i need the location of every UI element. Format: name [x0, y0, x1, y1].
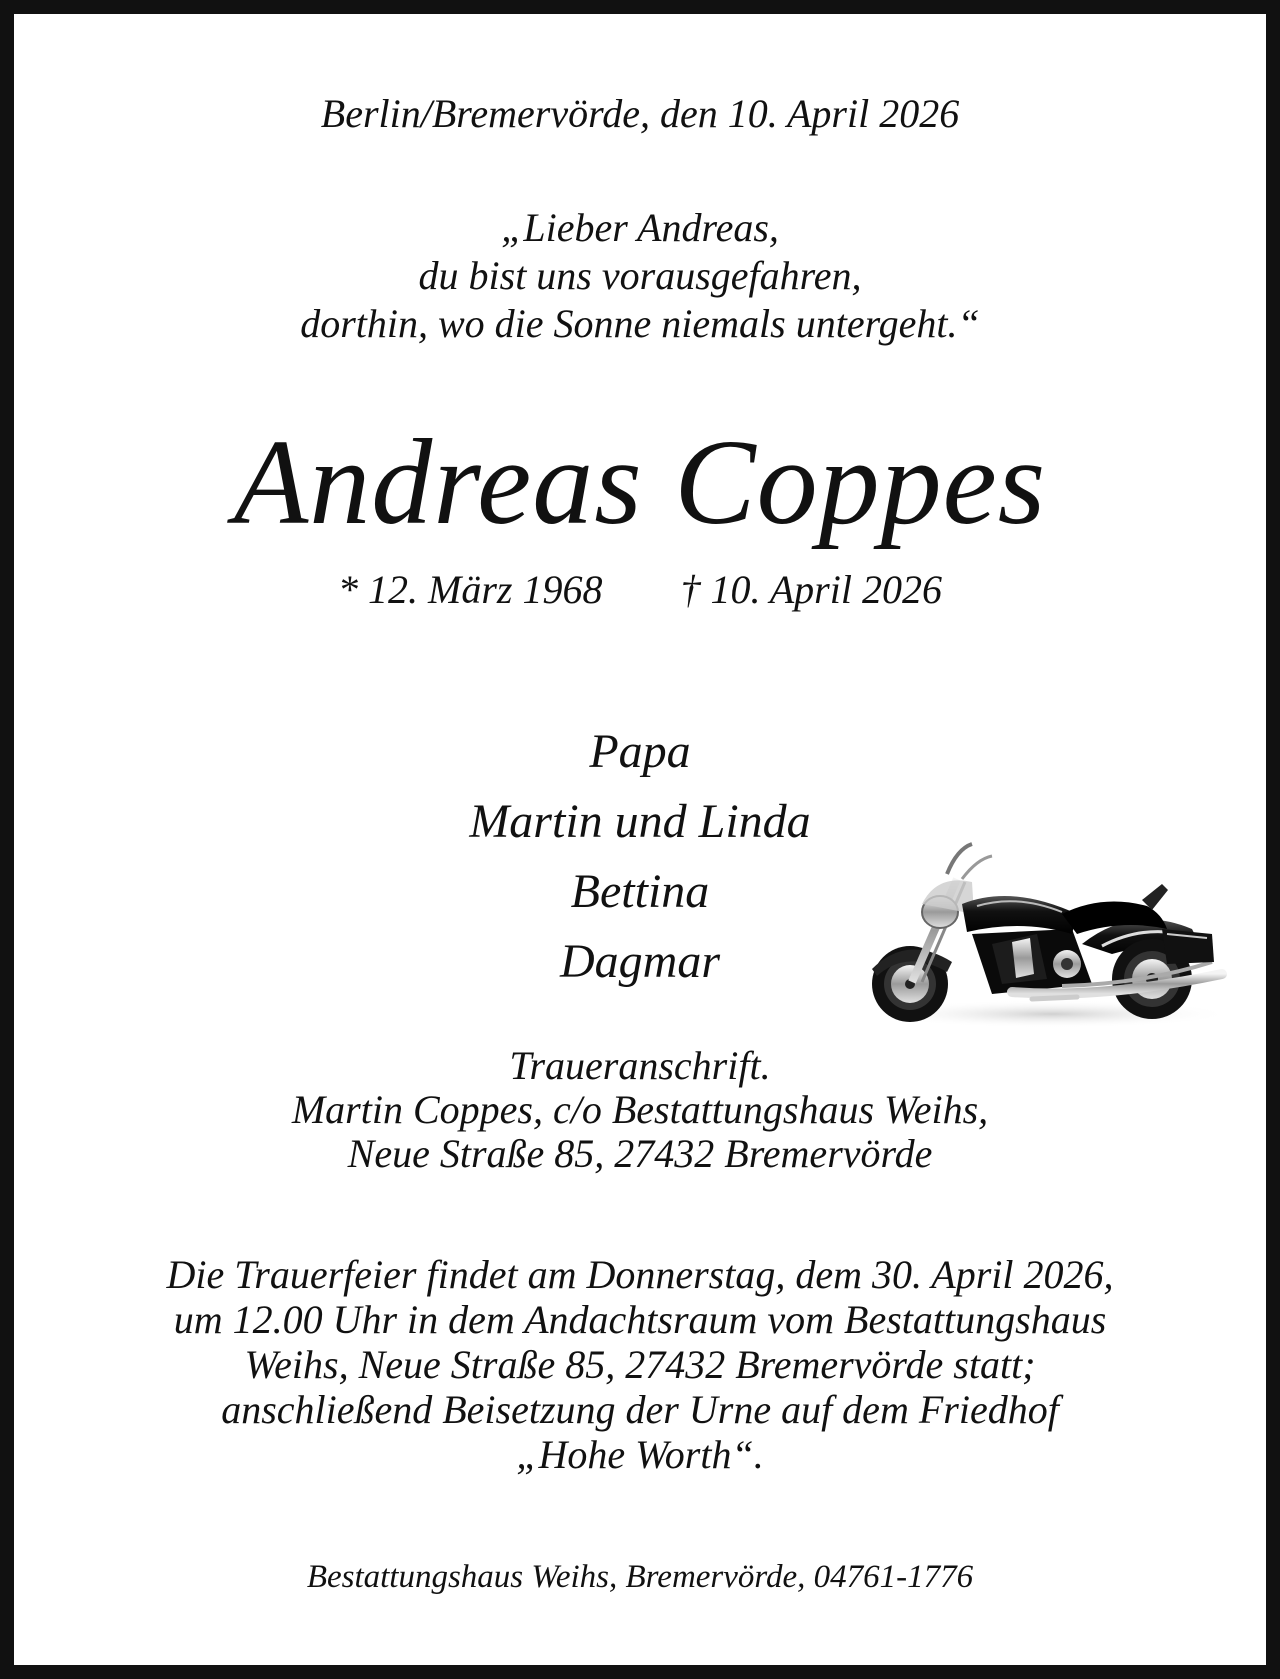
ceremony-line: anschließend Beisetzung der Urne auf dem Friedhof: [221, 1387, 1059, 1432]
ceremony-line: Weihs, Neue Straße 85, 27432 Bremervörde statt;: [244, 1342, 1036, 1387]
mourner: Bettina: [570, 865, 710, 918]
address-heading: Traueranschrift.: [509, 1043, 771, 1088]
memorial-quote: [14, 204, 1266, 348]
address-line: Neue Straße 85, 27432 Bremervörde: [347, 1131, 933, 1176]
obituary-page: [14, 14, 1266, 1665]
quote-line: dorthin, wo die Sonne niemals untergeht.“: [300, 301, 980, 346]
ceremony-line: um 12.00 Uhr in dem Andachtsraum vom Bestattungshaus: [173, 1297, 1107, 1342]
mourner: Papa: [589, 725, 691, 778]
address-line: Martin Coppes, c/o Bestattungshaus Weihs,: [291, 1087, 989, 1132]
mourner: Martin und Linda: [469, 795, 811, 848]
funeral-home-contact: Bestattungshaus Weihs, Bremervörde, 04761-1776: [306, 1559, 974, 1595]
deceased-name: Andreas Coppes: [233, 415, 1047, 550]
mourning-address: [14, 1044, 1266, 1176]
quote-line: „Lieber Andreas,: [501, 205, 779, 250]
death-date: † 10. April 2026: [680, 567, 942, 612]
ceremony-line: „Hohe Worth“.: [516, 1432, 764, 1477]
mourner: Dagmar: [559, 935, 720, 988]
birth-date: * 12. März 1968: [338, 567, 603, 612]
motorcycle-icon: [862, 834, 1242, 1034]
life-dates: [14, 566, 1266, 614]
ceremony-info: [14, 1252, 1266, 1477]
quote-line: du bist uns vorausgefahren,: [418, 253, 862, 298]
place-date: Berlin/Bremervörde, den 10. April 2026: [320, 91, 960, 136]
ceremony-line: Die Trauerfeier findet am Donnerstag, dem 30. April 2026,: [166, 1252, 1114, 1297]
